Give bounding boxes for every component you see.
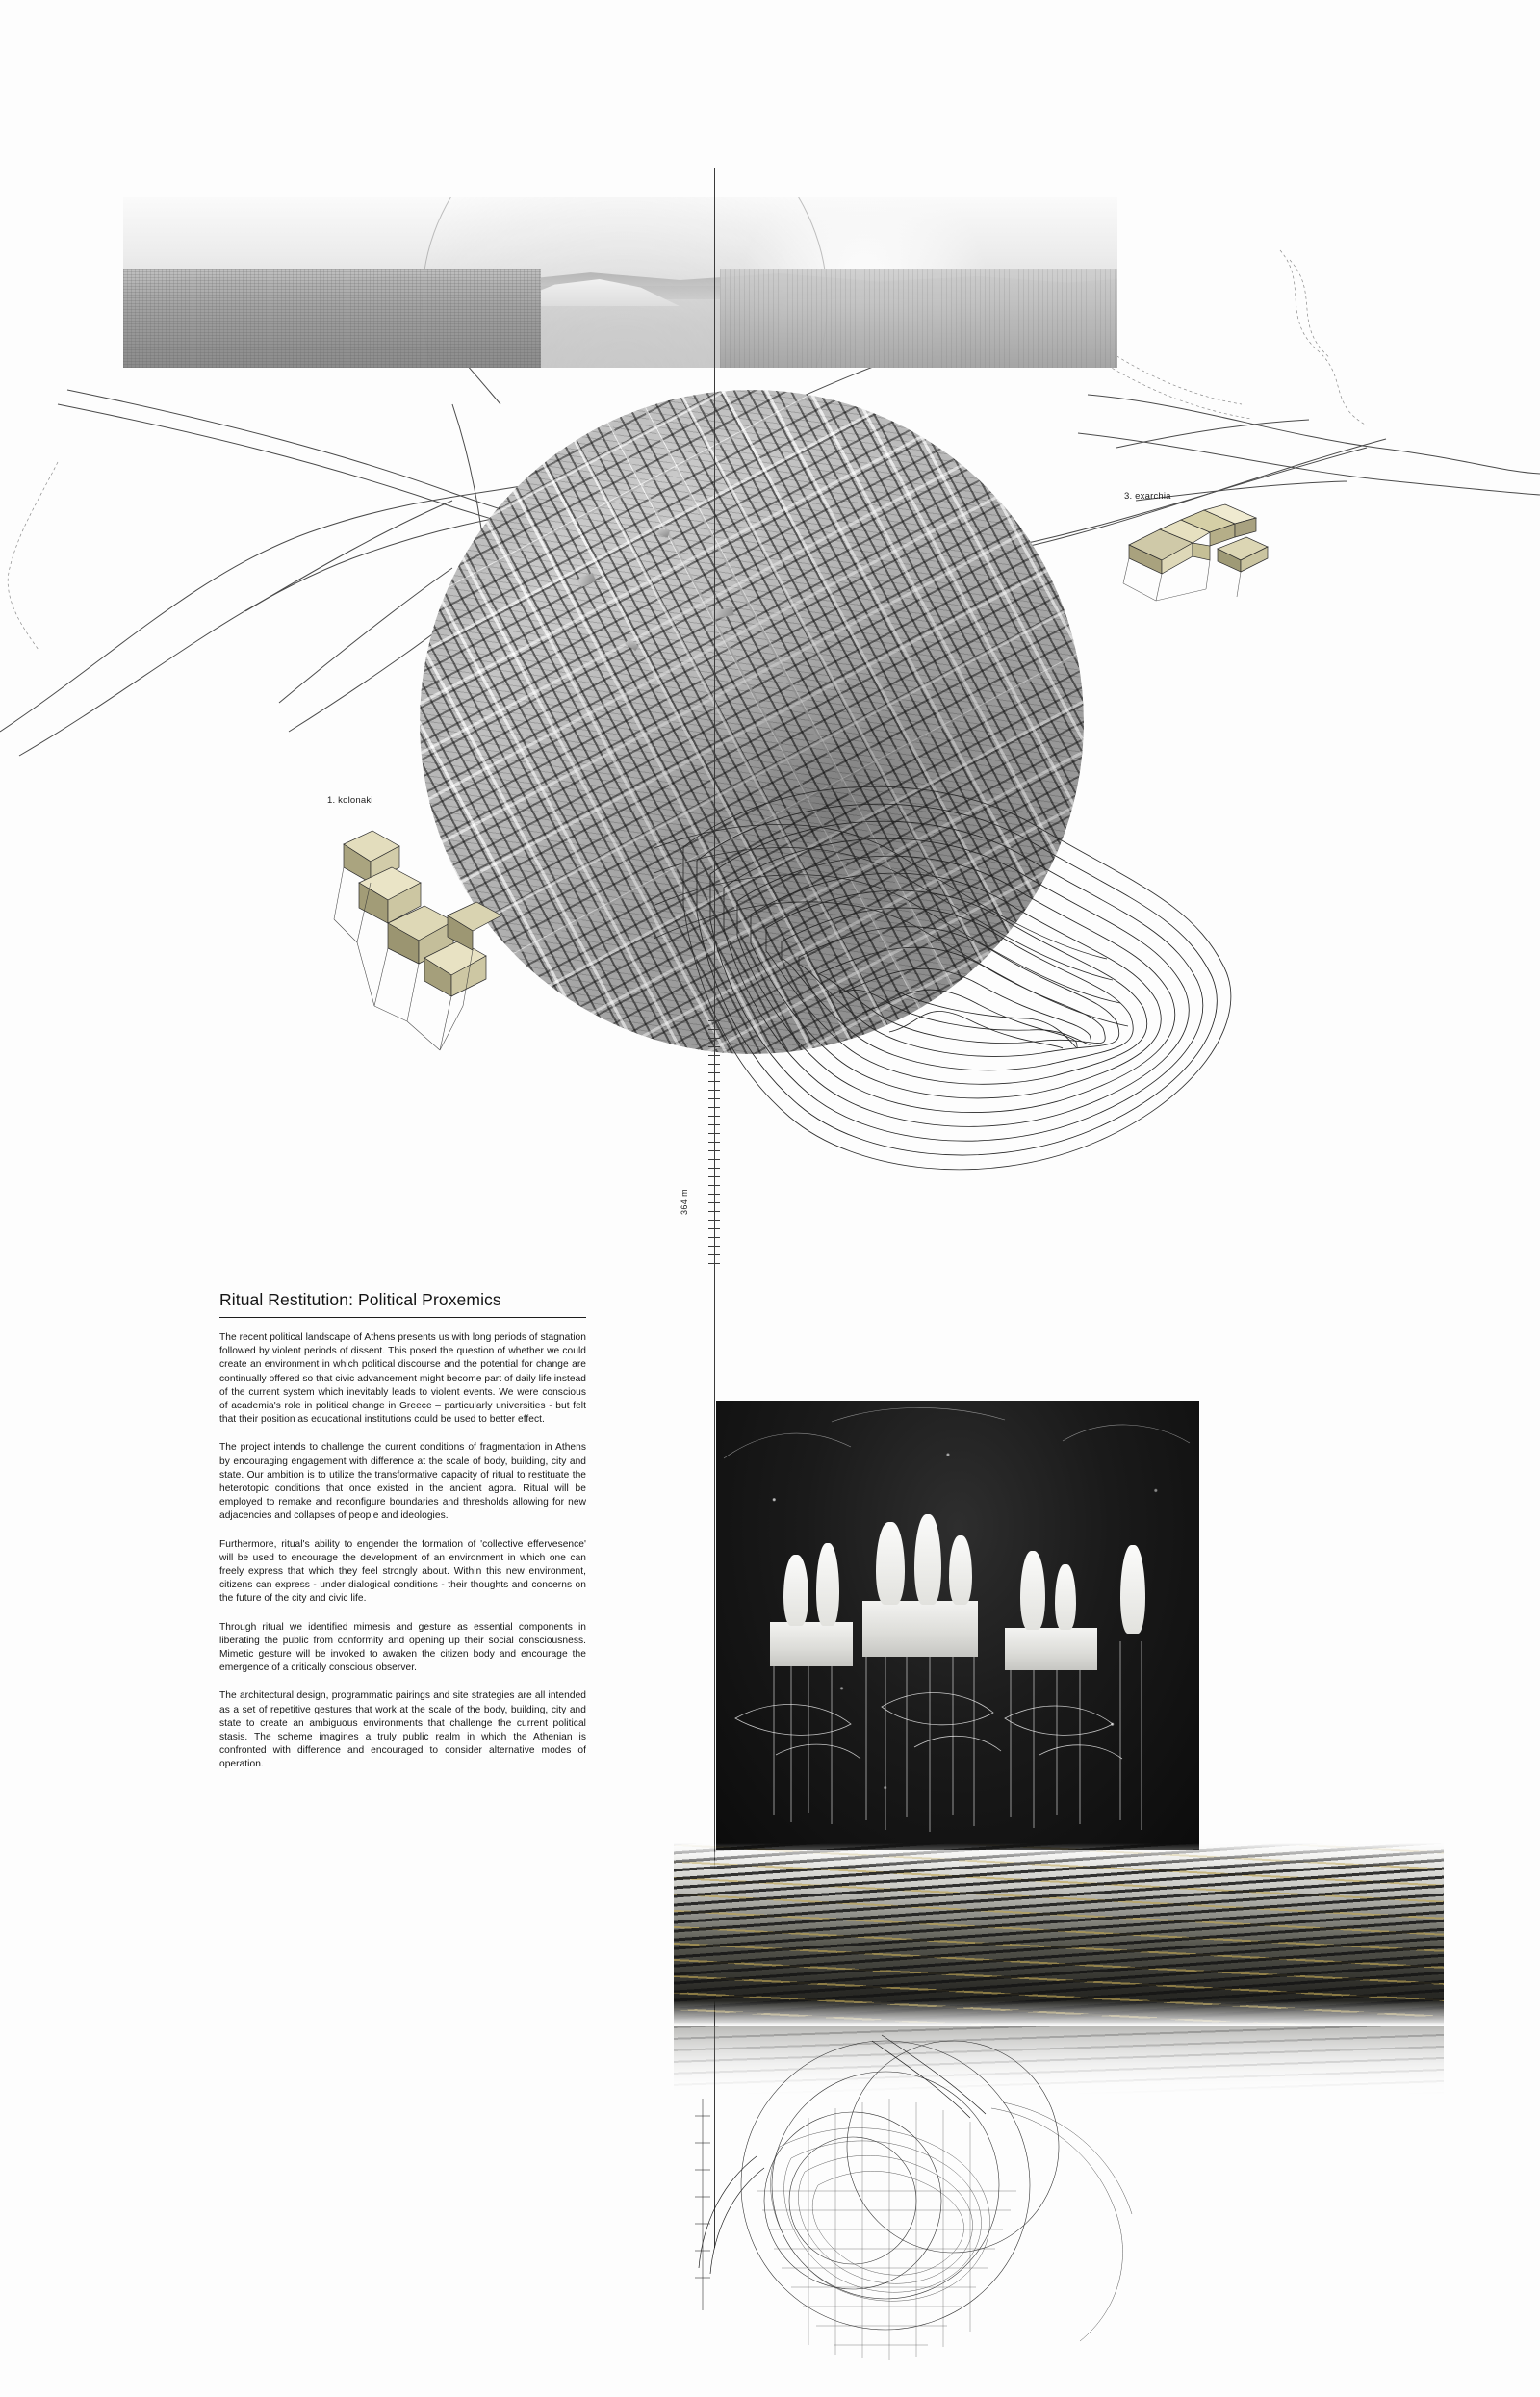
site-label-kolonaki: 1. kolonaki [327, 795, 373, 806]
building-fragment-exarchia [1121, 501, 1280, 616]
paragraph-1: The recent political landscape of Athens presents us with long periods of stagnation followed by violent periods of dissent. This posed the question of whether we could create an environment in which political discourse and the potential for change are continually offered so that civic advancement might become part of daily life instead of the current system which inevitably leads to violent events. We were conscious of academia's role in political change in Greece – particularly universities - but felt that their position as educational institutions could be used to better effect. [219, 1332, 586, 1426]
building-fragment-kolonaki [332, 823, 553, 1073]
axis-height-label: 364 m [680, 1188, 689, 1215]
night-collage-render [716, 1401, 1199, 1850]
page-title: Ritual Restitution: Political Proxemics [219, 1290, 501, 1309]
plan-hatch-detail [674, 2099, 789, 2310]
project-text-block [219, 1290, 586, 1787]
panorama-city-right [720, 269, 1117, 368]
paragraph-5: The architectural design, programmatic pairings and site strategies are all intended as a set of repetitive gestures that work at the scale of the body, building, city and state to create an ambiguous environments that challenge the current political stasis. The scheme imagines a truly public realm in which the Athenian is confronted with difference and encouraged to consider alternative modes of operation. [219, 1690, 586, 1770]
panorama-strip [123, 197, 1117, 368]
collage-beams [716, 1401, 1199, 1850]
paragraph-4: Through ritual we identified mimesis and gesture as essential components in liberating the public from conformity and opening up their social consciousness. Mimetic gesture will be invoked to awaken the citizen body and encourage the emergence of a critically conscious observer. [219, 1621, 586, 1674]
paragraph-3: Furthermore, ritual's ability to engender the formation of 'collective effervesence' will be used to encourage the development of an environment in which one can freely express that which they feel strongly about. Within this new environment, citizens can express - under dialogical conditions - their thoughts and concerns on the future of the city and civic life. [219, 1538, 586, 1605]
gold-aerial-band [674, 1843, 1444, 2026]
contour-topography [654, 760, 1251, 1223]
paragraph-2: The project intends to challenge the current conditions of fragmentation in Athens by encouraging engagement with difference at the scale of body, building, city and state. Our ambition is to utilize the transformative capacity of ritual to restituate the heterotopic conditions that once existed in the ancient agora. Ritual will be employed to remake and reconfigure boundaries and thresholds allowing for new adjacencies and collapses of people and ideologies. [219, 1442, 586, 1522]
panorama-city-left [123, 269, 541, 368]
axis-tick-marks [708, 1020, 720, 1271]
title-divider [219, 1317, 586, 1318]
site-label-exarchia: 3. exarchia [1124, 491, 1171, 502]
